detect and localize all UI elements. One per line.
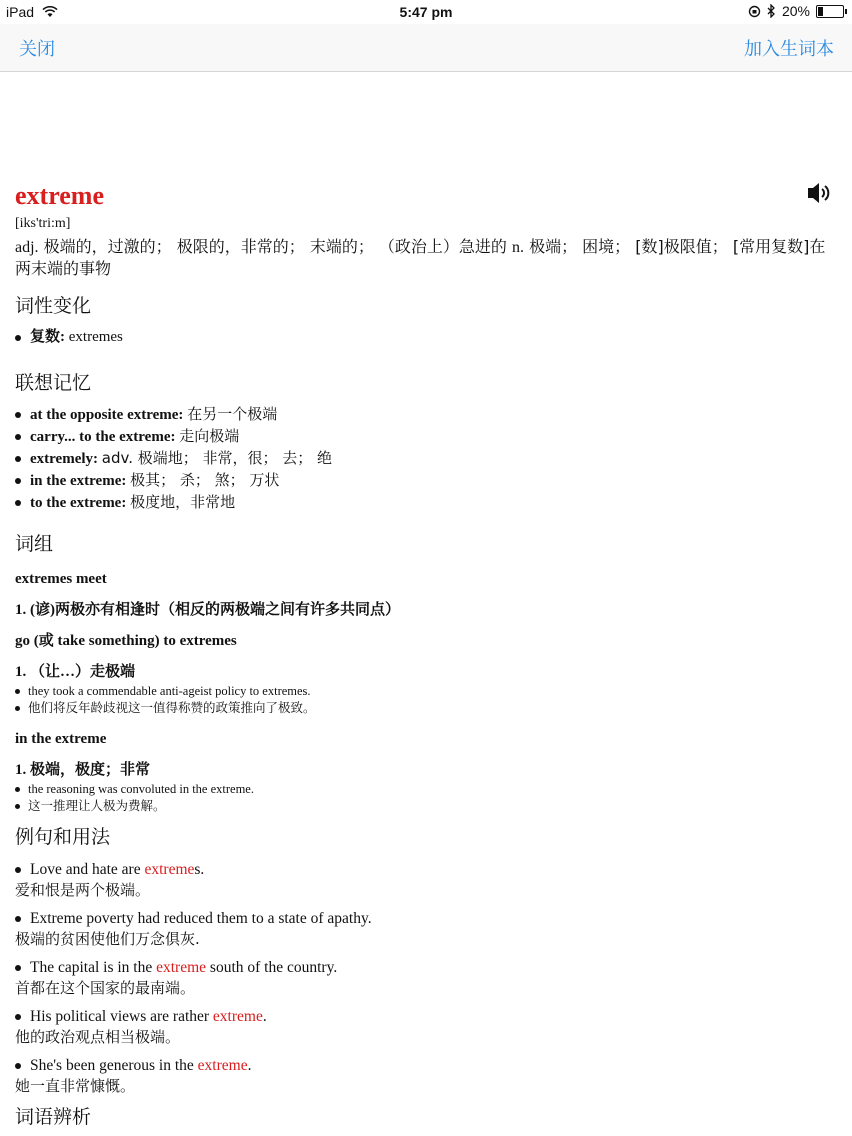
sentence-text: Extreme poverty had reduced them to a state of apathy.: [30, 910, 372, 927]
phrase-example: they took a commendable anti-ageist policy to extremes.: [15, 683, 833, 700]
phrase-title: go (或 take something) to extremes: [15, 633, 237, 649]
section-title: 联想记忆: [15, 372, 92, 394]
example-item: [15, 859, 833, 900]
list-item: [15, 426, 833, 448]
section-title: 词性变化: [15, 295, 92, 317]
highlight-word: extreme: [144, 861, 195, 878]
phrase-definition: 1. （让…）走极端: [15, 664, 136, 680]
close-button[interactable]: 关闭: [19, 39, 55, 60]
list-item: [15, 470, 833, 492]
item-label: to the extreme:: [30, 495, 127, 511]
pos-adj: adj.: [15, 239, 39, 256]
section-title: 例句和用法: [15, 826, 111, 848]
example-sentence: [15, 957, 833, 978]
phrase-title: extremes meet: [15, 571, 107, 587]
item-value: 极其； 杀； 煞； 万状: [130, 471, 280, 489]
phrase-definition: 1. (谚)两极亦有相逢时（相反的两极端之间有许多共同点）: [15, 602, 400, 618]
orientation-lock-icon: [748, 5, 761, 18]
list-item: [15, 327, 833, 348]
phrase-example: 这一推理让人极为费解。: [15, 798, 833, 815]
sentence-text: She's been generous in the: [30, 1057, 198, 1074]
navigation-bar: [0, 24, 852, 72]
add-to-wordbook-button[interactable]: 加入生词本: [744, 39, 834, 60]
example-sentence: [15, 1006, 833, 1027]
clock: 5:47 pm: [399, 4, 453, 20]
pos-noun: n.: [512, 239, 524, 256]
item-value: 走向极端: [179, 427, 240, 445]
example-item: [15, 1055, 833, 1096]
item-label: carry... to the extreme:: [30, 429, 176, 445]
sentence-text: .: [247, 1057, 252, 1074]
dictionary-entry: [15, 180, 833, 279]
definition-adj: 极端的，过激的； 极限的，非常的； 末端的； （政治上）急进的: [43, 237, 507, 256]
phrase-definition: 1. 极端，极度；非常: [15, 762, 151, 778]
sentence-text: south of the country.: [206, 959, 338, 976]
sentence-text: .: [262, 1008, 267, 1025]
associations-section: [15, 370, 833, 514]
battery-fill: [818, 7, 823, 16]
item-value: adv. 极端地； 非常，很； 去； 绝: [101, 449, 333, 467]
inflections-section: [15, 293, 833, 348]
item-value: 在另一个极端: [187, 405, 278, 423]
item-value: 极度地，非常地: [130, 493, 236, 511]
status-right: [748, 3, 844, 19]
sentence-text: The capital is in the: [30, 959, 157, 976]
status-bar: [0, 0, 852, 24]
example-translation: 爱和恨是两个极端。: [15, 881, 151, 899]
sentence-text: Love and hate are: [30, 861, 145, 878]
phonetic: [iks'tri:m]: [15, 216, 71, 231]
battery-icon: [816, 5, 844, 18]
phrase-title: in the extreme: [15, 731, 107, 747]
phrases-section: [15, 531, 833, 815]
section-title: 词组: [15, 533, 54, 555]
speaker-icon[interactable]: [807, 182, 833, 204]
example-translation: 他的政治观点相当极端。: [15, 1028, 181, 1046]
item-label: at the opposite extreme:: [30, 407, 184, 423]
list-item: [15, 492, 833, 514]
item-label: in the extreme:: [30, 473, 127, 489]
example-sentence: [15, 1055, 833, 1076]
definition-noun: 极端； 困境； [数]极限值； [常用复数]在两末端的事物: [15, 237, 826, 278]
phrase-example: the reasoning was convoluted in the extreme.: [15, 781, 833, 798]
list-item: [15, 404, 833, 426]
example-sentence: [15, 859, 833, 880]
examples-section: [15, 824, 833, 1104]
list-item: [15, 448, 833, 470]
definition: [15, 236, 833, 279]
entry-header: [15, 180, 833, 212]
item-label: 复数:: [30, 329, 65, 345]
phrase-example: 他们将反年龄歧视这一值得称赞的政策推向了极致。: [15, 700, 833, 717]
highlight-word: extreme: [212, 1008, 263, 1025]
example-sentence: [15, 908, 833, 929]
section-title: 词语辨析: [15, 1106, 92, 1128]
item-label: extremely:: [30, 451, 99, 467]
device-label: iPad: [6, 4, 35, 20]
example-item: [15, 957, 833, 998]
example-item: [15, 908, 833, 949]
synonyms-section: [15, 1104, 833, 1130]
sentence-text: His political views are rather: [30, 1008, 213, 1025]
highlight-word: extreme: [156, 959, 207, 976]
item-value: extremes: [68, 329, 123, 345]
highlight-word: extreme: [197, 1057, 248, 1074]
headword: extreme: [15, 181, 105, 210]
example-item: [15, 1006, 833, 1047]
sentence-text: s.: [194, 861, 205, 878]
example-translation: 极端的贫困使他们万念俱灰.: [15, 930, 200, 948]
example-translation: 她一直非常慷慨。: [15, 1077, 136, 1095]
example-translation: 首都在这个国家的最南端。: [15, 979, 196, 997]
bluetooth-icon: [767, 4, 776, 18]
battery-percent: 20%: [781, 3, 810, 19]
